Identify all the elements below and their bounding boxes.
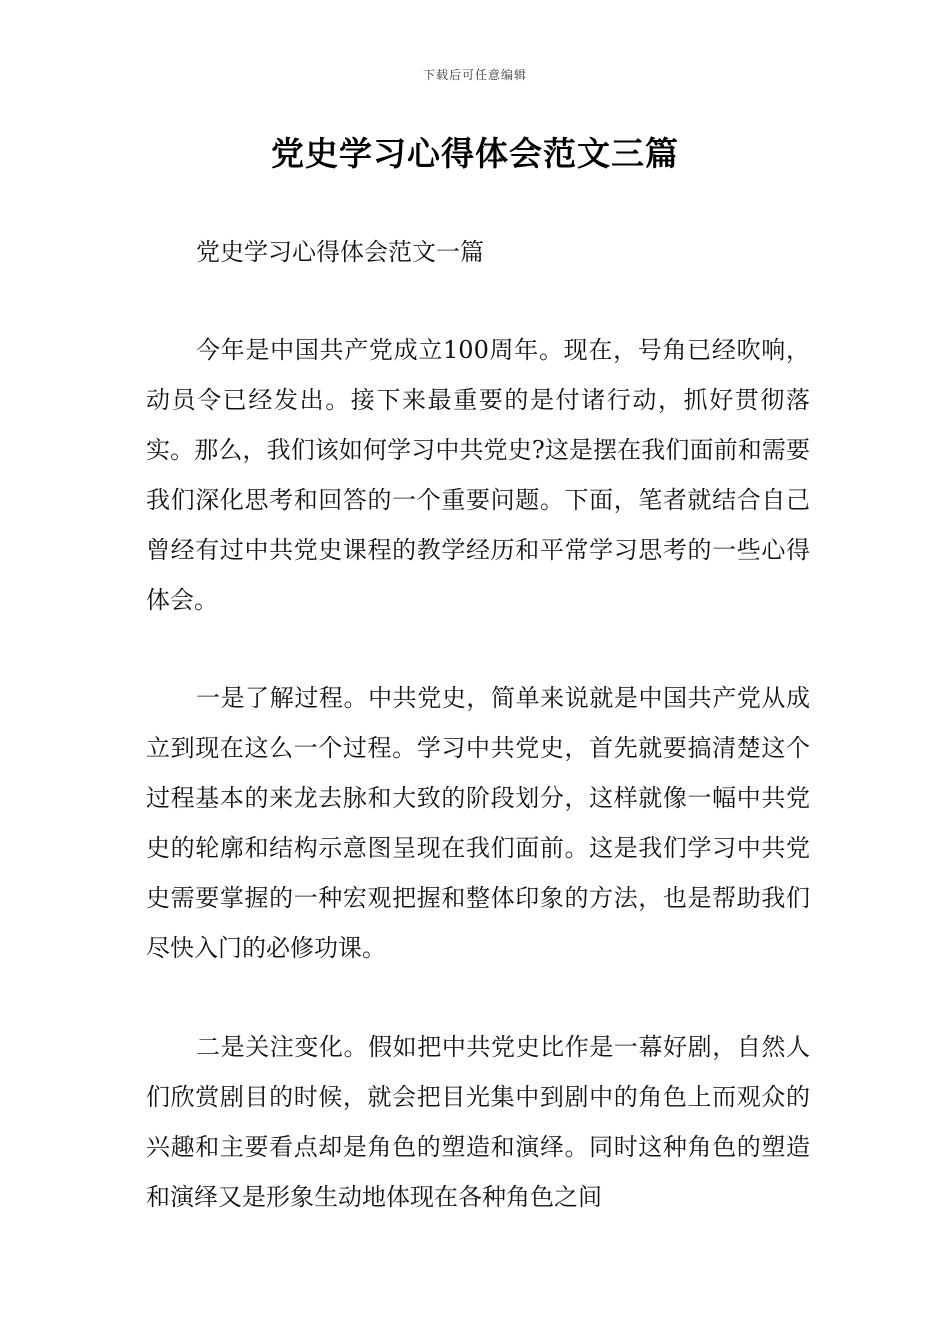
section-heading: 党史学习心得体会范文一篇 xyxy=(196,238,484,266)
document-title: 党史学习心得体会范文三篇 xyxy=(271,134,679,173)
paragraph-1: 今年是中国共产党成立100周年。现在，号角已经吹响，动员令已经发出。接下来最重要的是付诸行动，抓好贯彻落实。那么，我们该如何学习中共党史?这是摆在我们面前和需要我们深化思考和回答的一个重要问题。下面，笔者就结合自己曾经有过中共党史课程的教学经历和平常学习思考的一些心得体会。 xyxy=(146,336,810,614)
paragraph-3: 二是关注变化。假如把中共党史比作是一幕好剧，自然人们欣赏剧目的时候，就会把目光集中到剧中的角色上而观众的兴趣和主要看点却是角色的塑造和演绎。同时这种角色的塑造和演绎又是形象生动地体现在各种角色之间 xyxy=(146,1033,810,1211)
paragraph-2: 一是了解过程。中共党史，简单来说就是中国共产党从成立到现在这么一个过程。学习中共党史，首先就要搞清楚这个过程基本的来龙去脉和大致的阶段划分，这样就像一幅中共党史的轮廓和结构示意图呈现在我们面前。这是我们学习中共党史需要掌握的一种宏观把握和整体印象的方法，也是帮助我们尽快入门的必修功课。 xyxy=(146,684,810,962)
header-note: 下载后可任意编辑 xyxy=(422,68,527,82)
